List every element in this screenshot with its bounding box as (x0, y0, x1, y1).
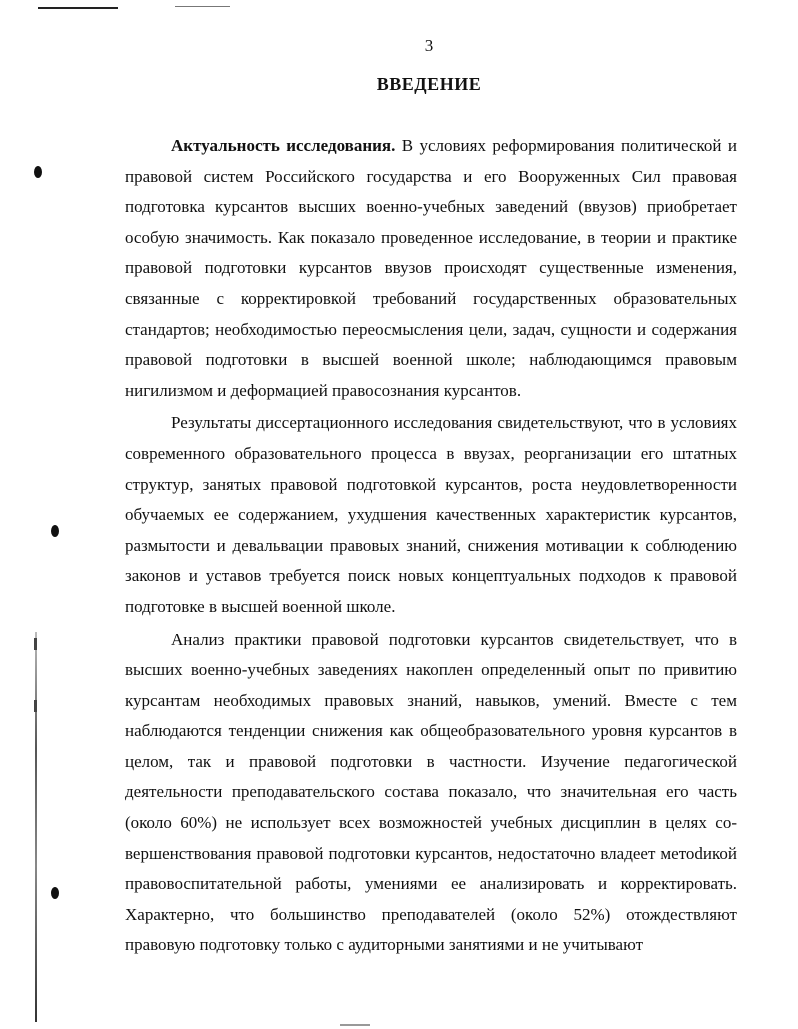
scan-artifact-line (175, 6, 230, 7)
paragraph (125, 131, 737, 406)
binding-hole-mark (51, 525, 59, 537)
document-body (125, 131, 737, 961)
paragraph-text: Анализ практики правовой подготовки курсантов свидетельствует, что в высших военно-учебных заведениях накоплен определенный опыт по привитию курсантам необходимых правовых знаний, навыков, умений. Вместе с тем наблюдаются тенденции снижения как общеобразовательного уровня курсантов в целом, так и правовой подготовки в частности. Изучение педагогической деятельности преподавательского состава показало, что значительная его часть (около 60%) не использует всех возможностей учебных дисциплин в целях совершенствования правовой подготовки курсантов, недостаточно владеет метоdикой правовоспитательной работы, умениями ее анализировать и корректировать. Характерно, что большинство преподавателей (около 52%) отождествляют правовую подготовку только с аудиторными занятиями и не учитывают (125, 629, 737, 955)
paragraph-text: Результаты диссертационного исследования свидетельствуют, что в условиях современного образовательного процесса в ввузах, реорганизации его штатных структур, занятых правовой подготовкой курсантов, роста неудовлетворенности обучаемых ее содержанием, ухудшения качественных характеристик курсантов, размытости и девальвации правовых знаний, снижения мотивации к соблюдению законов и уставов требуется поиск новых концептуальных подходов к правовой подготовке в высшей военной школе. (125, 413, 737, 616)
scan-artifact-line (38, 7, 118, 9)
binding-hole-mark (34, 166, 42, 178)
paragraph-lead-heading: Актуальность исследования. (171, 136, 396, 155)
paragraph-text: В условиях реформирования политической и правовой систем Российского государства и его Вооруженных Сил правовая подготовка курсантов высших военно-учебных заведений (ввузов) приобретает особую значимость. Как показало проведенное исследование, в теории и практике правовой подготовки курсантов ввузов происходят существенные изменения, связанные с корректировкой требований государственных образовательных стандартов; необходимостью переосмысления цели, задач, сущности и содержания правовой подготовки в высшей военной школе; наблюдающимся правовым нигилизмом и деформацией правосознания курсантов. (125, 136, 737, 400)
scan-margin-edge (35, 632, 37, 1022)
page-number: 3 (424, 36, 434, 55)
page-title: ВВЕДЕНИЕ (376, 74, 482, 94)
scan-artifact-line (340, 1024, 370, 1026)
paragraph (125, 408, 737, 622)
scan-margin-tick (34, 638, 37, 650)
paragraph (125, 625, 737, 962)
binding-hole-mark (51, 887, 59, 899)
scan-margin-tick (34, 700, 37, 712)
